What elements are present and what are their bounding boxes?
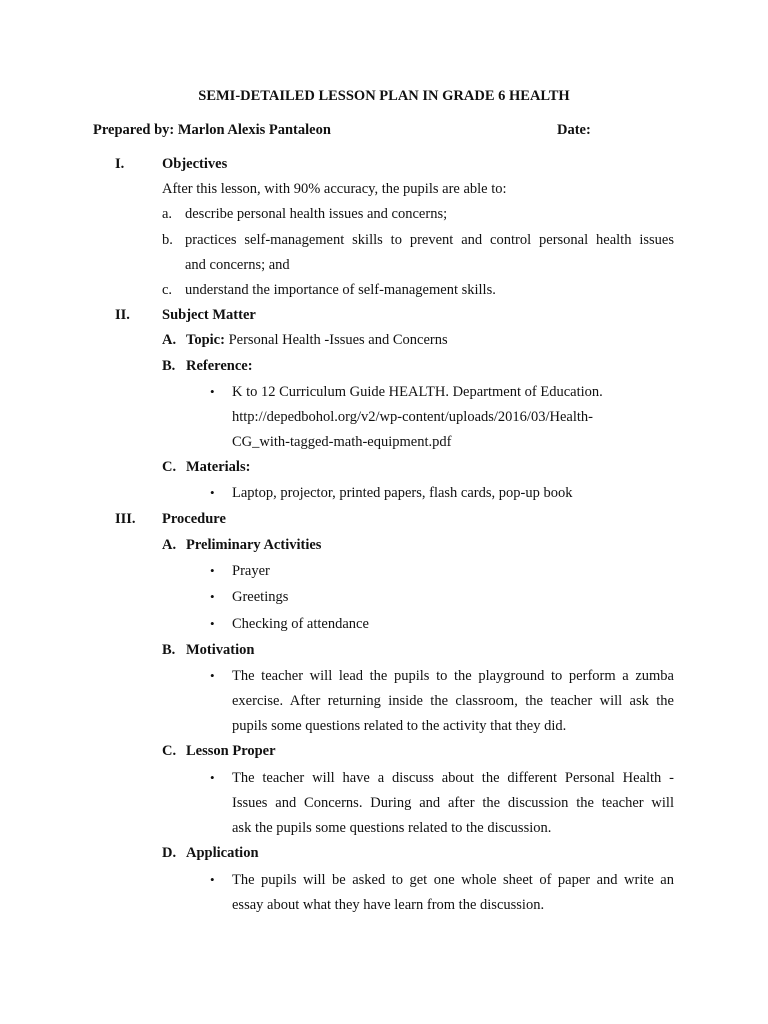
materials-label: Materials: — [186, 459, 251, 475]
list-item: Greetings — [232, 589, 289, 605]
sub-letter: B. — [162, 358, 176, 374]
paragraph-line: essay about what they have learn from the discussion. — [232, 897, 545, 913]
bullet-icon: • — [210, 589, 215, 604]
sub-letter: A. — [162, 332, 177, 348]
section-heading: Subject Matter — [162, 307, 256, 323]
reference-label: Reference: — [186, 358, 253, 374]
reference-url: http://depedbohol.org/v2/wp-content/uploads/2016/03/Health- — [232, 409, 593, 425]
bullet-icon: • — [210, 770, 215, 785]
prepared-by: Prepared by: Marlon Alexis Pantaleon — [93, 122, 331, 138]
bullet-icon: • — [210, 485, 215, 500]
paragraph-line: The teacher will have a discuss about the different Personal Health - — [232, 770, 674, 786]
reference-text: K to 12 Curriculum Guide HEALTH. Department of Education. — [232, 384, 603, 400]
paragraph-line: pupils some questions related to the activity that they did. — [232, 718, 567, 734]
list-letter: b. — [162, 232, 173, 248]
section-heading: Procedure — [162, 511, 226, 527]
objectives-intro: After this lesson, with 90% accuracy, the pupils are able to: — [162, 181, 507, 197]
section-heading: Objectives — [162, 156, 228, 172]
paragraph-line: ask the pupils some questions related to the discussion. — [232, 820, 552, 836]
section-numeral: II. — [115, 307, 130, 323]
paragraph-line: exercise. After returning inside the classroom, the teacher will ask the — [232, 693, 674, 709]
application-label: Application — [186, 845, 259, 861]
date-label: Date: — [557, 122, 591, 138]
paragraph-line: The pupils will be asked to get one whole sheet of paper and write an — [232, 872, 674, 888]
paragraph-line: Issues and Concerns. During and after the discussion the teacher will — [232, 795, 674, 811]
sub-letter: D. — [162, 845, 177, 861]
topic-value: Personal Health -Issues and Concerns — [228, 332, 448, 348]
section-numeral: I. — [115, 156, 125, 172]
materials-item: Laptop, projector, printed papers, flash cards, pop-up book — [232, 485, 573, 501]
topic-label: Topic: — [186, 332, 225, 348]
sub-letter: B. — [162, 642, 176, 658]
list-letter: c. — [162, 282, 173, 298]
list-letter: a. — [162, 206, 173, 222]
bullet-icon: • — [210, 563, 215, 578]
lesson-proper-label: Lesson Proper — [186, 743, 276, 759]
bullet-icon: • — [210, 668, 215, 683]
topic-line — [186, 331, 448, 349]
list-item: Checking of attendance — [232, 616, 369, 632]
bullet-icon: • — [210, 872, 215, 887]
bullet-icon: • — [210, 616, 215, 631]
objective-item: understand the importance of self-management skills. — [185, 282, 496, 298]
objective-item: practices self-management skills to prevent and control personal health issues — [185, 232, 674, 248]
list-item: Prayer — [232, 563, 270, 579]
section-numeral: III. — [115, 511, 136, 527]
paragraph-line: The teacher will lead the pupils to the playground to perform a zumba — [232, 668, 674, 684]
bullet-icon: • — [210, 384, 215, 399]
objective-item-continued: and concerns; and — [185, 257, 290, 273]
sub-letter: C. — [162, 459, 177, 475]
sub-letter: A. — [162, 537, 177, 553]
objective-item: describe personal health issues and concerns; — [185, 206, 448, 222]
page-title: SEMI-DETAILED LESSON PLAN IN GRADE 6 HEALTH — [198, 88, 570, 104]
preliminary-label: Preliminary Activities — [186, 537, 322, 553]
reference-url: CG_with-tagged-math-equipment.pdf — [232, 434, 452, 450]
sub-letter: C. — [162, 743, 177, 759]
motivation-label: Motivation — [186, 642, 255, 658]
